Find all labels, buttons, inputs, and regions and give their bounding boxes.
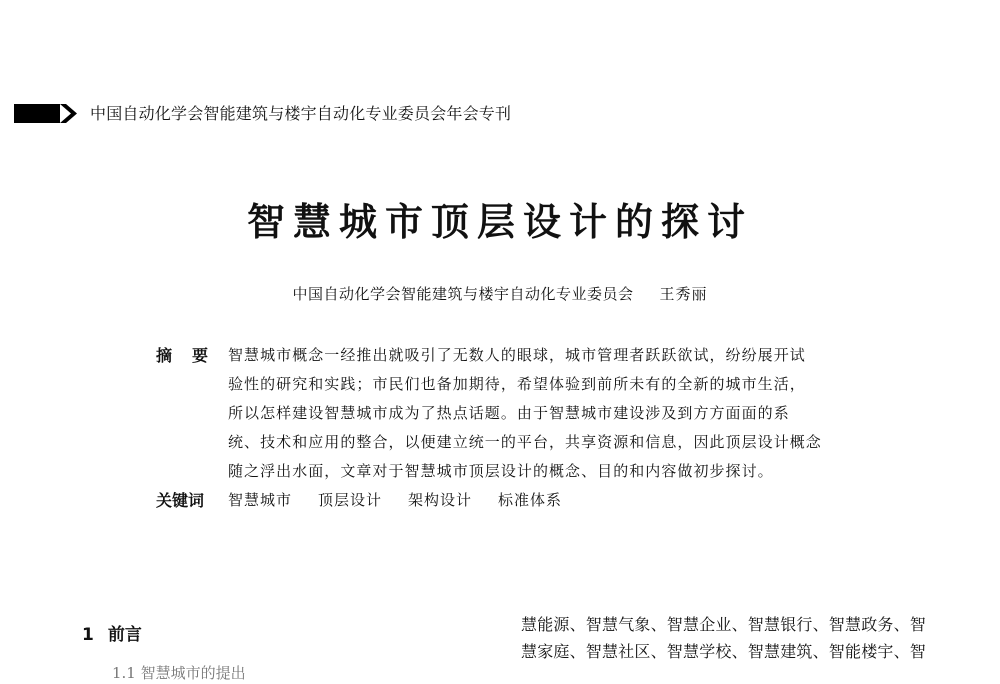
subsection-heading-partial: 1.1 智慧城市的提出 — [112, 664, 246, 682]
abstract-line: 所以怎样建设智慧城市成为了热点话题。由于智慧城市建设涉及到方方面面的系 — [228, 404, 790, 422]
keyword-item: 架构设计 — [408, 491, 473, 509]
body-text-line: 慧能源、智慧气象、智慧企业、智慧银行、智慧政务、智 — [521, 615, 927, 634]
body-text-line: 慧家庭、智慧社区、智慧学校、智慧建筑、智能楼宇、智 — [521, 642, 927, 661]
section-number: 1 — [82, 625, 94, 645]
section-heading — [82, 622, 142, 648]
keywords-row — [156, 486, 856, 515]
abstract-line: 统、技术和应用的整合，以便建立统一的平台，共享资源和信息，因此顶层设计概念 — [228, 433, 822, 451]
abstract-block — [156, 341, 856, 515]
section-title: 前言 — [107, 625, 142, 645]
abstract-line: 验性的研究和实践；市民们也备加期待，希望体验到前所未有的全新的城市生活， — [228, 375, 806, 393]
author-line — [0, 283, 1000, 305]
chevron-right-icon — [60, 103, 90, 124]
journal-banner-text: 中国自动化学会智能建筑与楼宇自动化专业委员会年会专刊 — [90, 104, 512, 123]
author-organization: 中国自动化学会智能建筑与楼宇自动化专业委员会 — [292, 285, 634, 303]
keywords-list — [228, 486, 588, 515]
right-column-text — [521, 611, 941, 665]
keyword-item: 顶层设计 — [318, 491, 383, 509]
abstract-text — [228, 341, 856, 486]
abstract-line: 随之浮出水面，文章对于智慧城市顶层设计的概念、目的和内容做初步探讨。 — [228, 462, 774, 480]
keyword-item: 标准体系 — [498, 491, 563, 509]
journal-banner-marker — [14, 103, 90, 124]
abstract-label: 摘要 — [156, 346, 229, 365]
keyword-item: 智慧城市 — [228, 491, 293, 509]
author-name: 王秀丽 — [659, 285, 708, 303]
abstract-row — [156, 341, 856, 486]
article-title: 智慧城市顶层设计的探讨 — [246, 200, 753, 244]
keywords-label: 关键词 — [156, 491, 205, 510]
banner-black-block — [14, 104, 60, 123]
abstract-line: 智慧城市概念一经推出就吸引了无数人的眼球，城市管理者跃跃欲试，纷纷展开试 — [228, 346, 806, 364]
